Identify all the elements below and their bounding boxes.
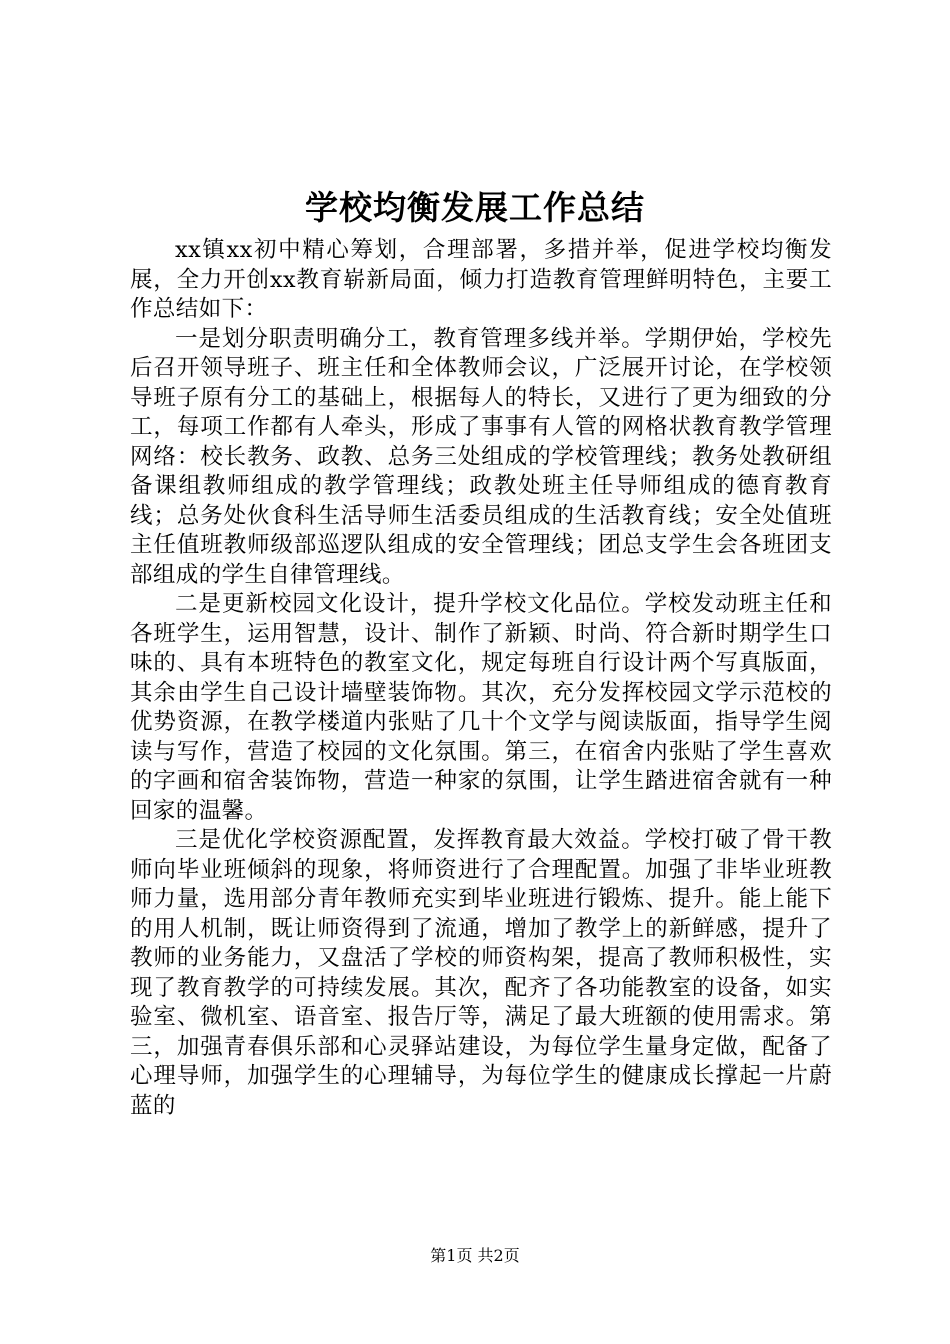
paragraph-two: 二是更新校园文化设计，提升学校文化品位。学校发动班主任和各班学生，运用智慧，设计、制作了新颖、时尚、符合新时期学生口味的、具有本班特色的教室文化，规定每班自行设计两个写真版面，其余由学生自己设计墙壁装饰物。其次，充分发挥校园文学示范校的优势资源，在教学楼道内张贴了几十个文学与阅读版面，指导学生阅读与写作，营造了校园的文化氛围。第三，在宿舍内张贴了学生喜欢的字画和宿舍装饰物，营造一种家的氛围，让学生踏进宿舍就有一种回家的温馨。 — [130, 591, 832, 824]
document-body — [130, 236, 832, 1121]
document-title: 学校均衡发展工作总结 — [305, 188, 645, 227]
paragraph-three: 三是优化学校资源配置，发挥教育最大效益。学校打破了骨干教师向毕业班倾斜的现象，将师资进行了合理配置。加强了非毕业班教师力量，选用部分青年教师充实到毕业班进行锻炼、提升。能上能下的用人机制，既让师资得到了流通，增加了教学上的新鲜感，提升了教师的业务能力，又盘活了学校的师资构架，提高了教师积极性，实现了教育教学的可持续发展。其次，配齐了各功能教室的设备，如实验室、微机室、语音室、报告厅等，满足了最大班额的使用需求。第三，加强青春俱乐部和心灵驿站建设，为每位学生量身定做，配备了心理导师，加强学生的心理辅导，为每位学生的健康成长撑起一片蔚蓝的 — [130, 827, 832, 1119]
paragraph-intro: xx镇xx初中精心筹划，合理部署，多措并举，促进学校均衡发展，全力开创xx教育崭新局面，倾力打造教育管理鲜明特色，主要工作总结如下： — [130, 237, 832, 322]
paragraph-one: 一是划分职责明确分工，教育管理多线并举。学期伊始，学校先后召开领导班子、班主任和全体教师会议，广泛展开讨论，在学校领导班子原有分工的基础上，根据每人的特长，又进行了更为细致的分工，每项工作都有人牵头，形成了事事有人管的网格状教育教学管理网络：校长教务、政教、总务三处组成的学校管理线；教务处教研组备课组教师组成的教学管理线；政教处班主任导师组成的德育教育线；总务处伙食科生活导师生活委员组成的生活教育线；安全处值班主任值班教师级部巡逻队组成的安全管理线；团总支学生会各班团支部组成的学生自律管理线。 — [130, 325, 832, 588]
page-footer: 第1页 共2页 — [430, 1246, 520, 1265]
